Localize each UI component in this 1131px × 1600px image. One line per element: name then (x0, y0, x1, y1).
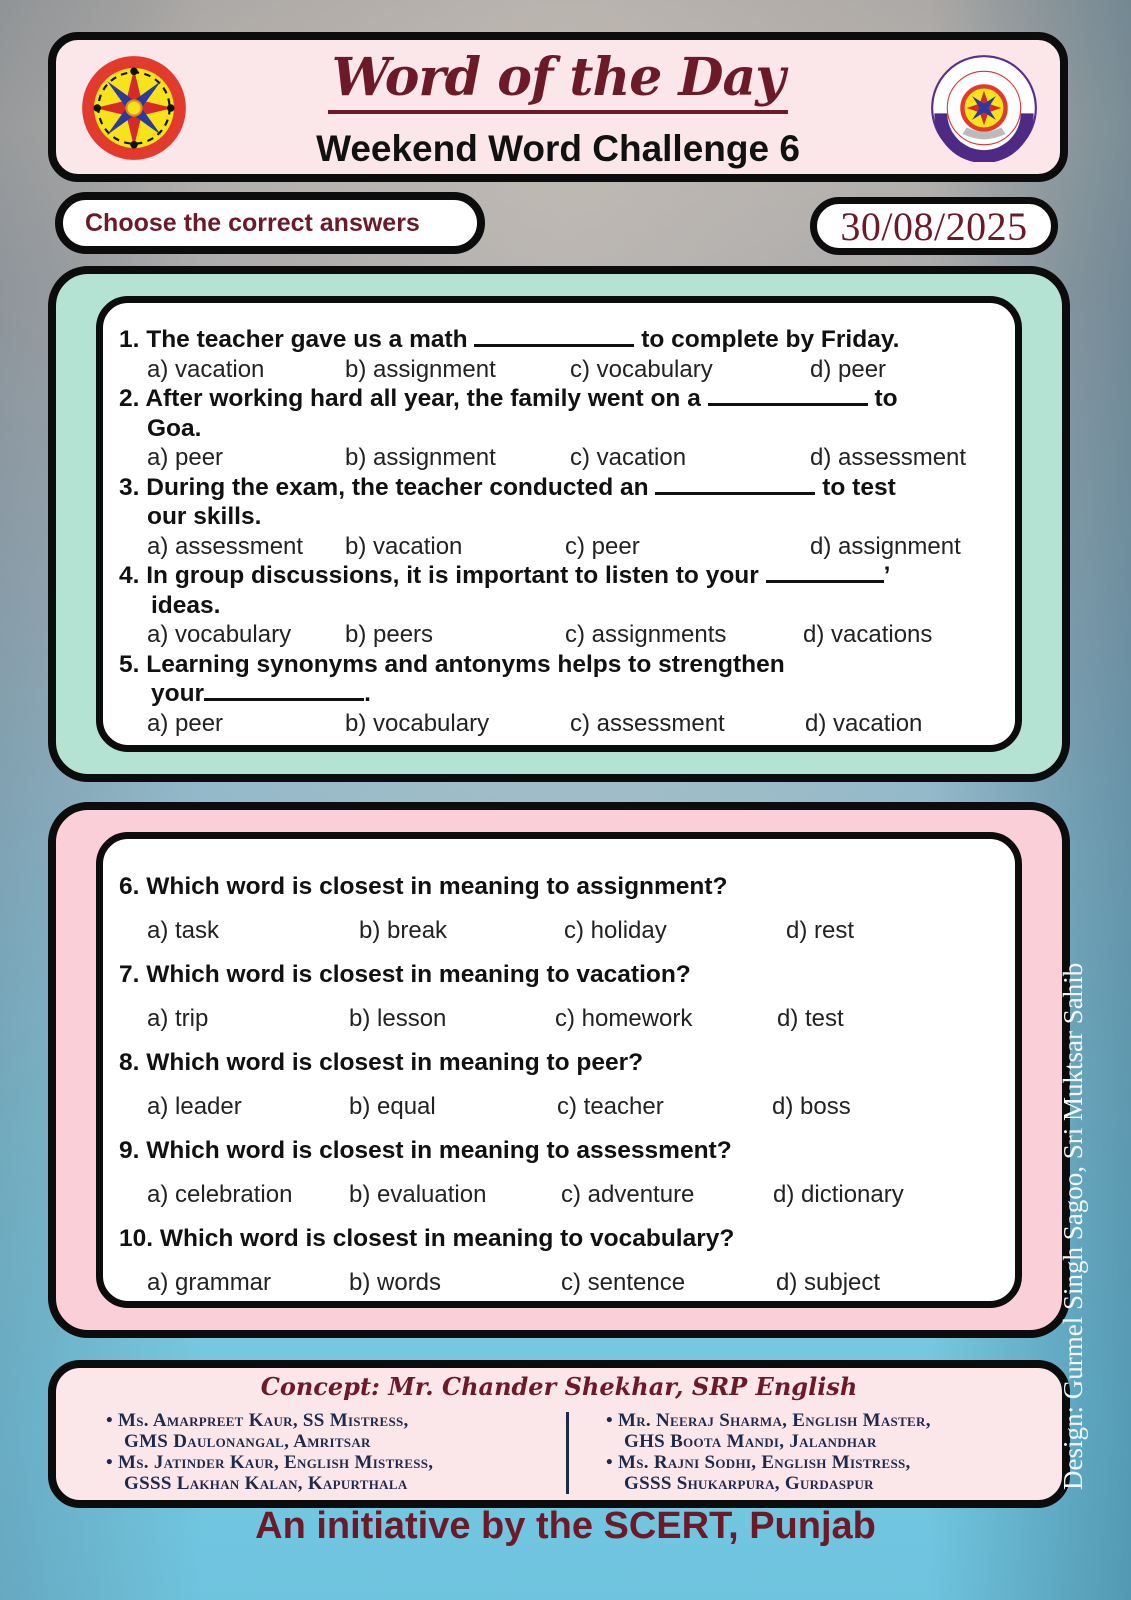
question-1 (119, 325, 999, 384)
question-text: 8. Which word is closest in meaning to peer? (119, 1049, 644, 1076)
option-b[interactable]: b) vacation (345, 532, 463, 560)
option-c[interactable]: c) holiday (564, 917, 667, 944)
option-c[interactable]: c) sentence (561, 1269, 686, 1296)
option-d[interactable]: d) rest (786, 917, 855, 944)
option-d[interactable]: d) assessment (810, 444, 967, 471)
question-text: 5. Learning synonyms and antonyms helps to strengthen your . (119, 650, 785, 707)
question-8 (119, 1041, 999, 1129)
option-c[interactable]: c) vocabulary (570, 355, 713, 383)
option-b[interactable]: b) vocabulary (345, 709, 490, 737)
credits-right-column (606, 1410, 931, 1494)
fill-in-blanks-section (48, 266, 1070, 782)
question-6 (119, 865, 999, 953)
credits-panel (48, 1360, 1070, 1508)
credit-entry: • Mr. Neeraj Sharma, English Master, GHS Boota Mandi, Jalandhar (606, 1410, 931, 1452)
option-a[interactable]: a) celebration (147, 1181, 293, 1208)
option-c[interactable]: c) homework (555, 1005, 693, 1032)
option-b[interactable]: b) equal (349, 1093, 436, 1120)
date-badge: 30/08/2025 (810, 197, 1058, 255)
question-text: 10. Which word is closest in meaning to vocabulary? (119, 1225, 735, 1252)
page-subtitle: Weekend Word Challenge 6 (316, 128, 800, 169)
question-text: 9. Which word is closest in meaning to assessment? (119, 1137, 732, 1164)
question-text: 1. The teacher gave us a math to complete by Friday. (119, 326, 900, 353)
option-a[interactable]: a) grammar (147, 1269, 272, 1296)
option-c[interactable]: c) vacation (570, 444, 687, 471)
option-a[interactable]: a) peer (147, 444, 224, 471)
option-d[interactable]: d) subject (776, 1269, 881, 1296)
option-b[interactable]: b) lesson (349, 1005, 447, 1032)
question-text: 3. During the exam, the teacher conducted an to test our skills. (119, 473, 896, 530)
answer-blank (708, 386, 868, 406)
option-a[interactable]: a) vacation (147, 355, 265, 383)
options-row (119, 909, 999, 953)
column-divider (566, 1412, 569, 1494)
option-c[interactable]: c) peer (565, 532, 640, 560)
option-b[interactable]: b) evaluation (349, 1181, 487, 1208)
option-a[interactable]: a) vocabulary (147, 621, 292, 648)
question-9 (119, 1129, 999, 1217)
option-d[interactable]: d) vacations (803, 621, 933, 648)
option-d[interactable]: d) peer (810, 355, 887, 383)
question-2 (119, 384, 999, 473)
option-c[interactable]: c) teacher (557, 1093, 664, 1120)
option-c[interactable]: c) adventure (561, 1181, 695, 1208)
option-a[interactable]: a) task (147, 917, 220, 944)
option-b[interactable]: b) break (359, 917, 448, 944)
credit-entry: • Ms. Jatinder Kaur, English Mistress, GSSS Lakhan Kalan, Kapurthala (106, 1452, 433, 1494)
credits-left-column (106, 1410, 433, 1494)
options-row (119, 709, 999, 739)
answer-blank (474, 327, 634, 347)
options-row (119, 1261, 999, 1305)
question-text: 6. Which word is closest in meaning to assignment? (119, 873, 728, 900)
option-b[interactable]: b) assignment (345, 444, 496, 471)
question-7 (119, 953, 999, 1041)
header-banner (48, 32, 1068, 182)
question-10 (119, 1217, 999, 1305)
answer-blank (655, 475, 815, 495)
options-row (119, 620, 999, 650)
option-d[interactable]: d) vacation (805, 709, 923, 737)
option-c[interactable]: c) assessment (570, 709, 725, 737)
option-a[interactable]: a) peer (147, 709, 224, 737)
question-list (119, 865, 999, 1305)
synonyms-card (96, 832, 1022, 1308)
question-5 (119, 650, 999, 739)
credit-entry: • Ms. Amarpreet Kaur, SS Mistress, GMS Daulonangal, Amritsar (106, 1410, 433, 1452)
option-c[interactable]: c) assignments (565, 621, 727, 648)
fill-in-blanks-card (96, 296, 1022, 752)
question-4 (119, 561, 999, 650)
question-text: 4. In group discussions, it is important to listen to your ’ ideas. (119, 562, 891, 619)
options-row (119, 532, 999, 562)
credit-entry: • Ms. Rajni Sodhi, English Mistress, GSSS Shukarpura, Gurdaspur (606, 1452, 931, 1494)
question-3 (119, 473, 999, 562)
option-b[interactable]: b) peers (345, 621, 434, 648)
options-row (119, 1173, 999, 1217)
question-list (119, 325, 999, 738)
footer-initiative: An initiative by the SCERT, Punjab (255, 1505, 876, 1547)
option-a[interactable]: a) trip (147, 1005, 209, 1032)
option-b[interactable]: b) words (349, 1269, 442, 1296)
question-text: 2. After working hard all year, the family went on a to Goa. (119, 385, 898, 442)
option-d[interactable]: d) dictionary (773, 1181, 904, 1208)
option-d[interactable]: d) assignment (810, 532, 961, 560)
options-row (119, 443, 999, 473)
options-row (119, 355, 999, 385)
answer-blank (204, 681, 364, 701)
question-text: 7. Which word is closest in meaning to vacation? (119, 961, 691, 988)
option-a[interactable]: a) leader (147, 1093, 242, 1120)
option-b[interactable]: b) assignment (345, 355, 496, 383)
option-d[interactable]: d) boss (772, 1093, 851, 1120)
option-a[interactable]: a) assessment (147, 532, 304, 560)
english-circles-logo-icon (930, 54, 1038, 162)
options-row (119, 997, 999, 1041)
answer-blank (766, 563, 884, 583)
designer-credit: Design: Gurmel Singh Sagoo, Sri Muktsar Sahib (1058, 962, 1088, 1490)
concept-credit: Concept: Mr. Chander Shekhar, SRP English (260, 1372, 858, 1401)
options-row (119, 1085, 999, 1129)
page-title: Word of the Day (56, 46, 1060, 114)
synonyms-section (48, 802, 1070, 1338)
option-d[interactable]: d) test (777, 1005, 844, 1032)
instruction-label: Choose the correct answers (55, 192, 485, 254)
